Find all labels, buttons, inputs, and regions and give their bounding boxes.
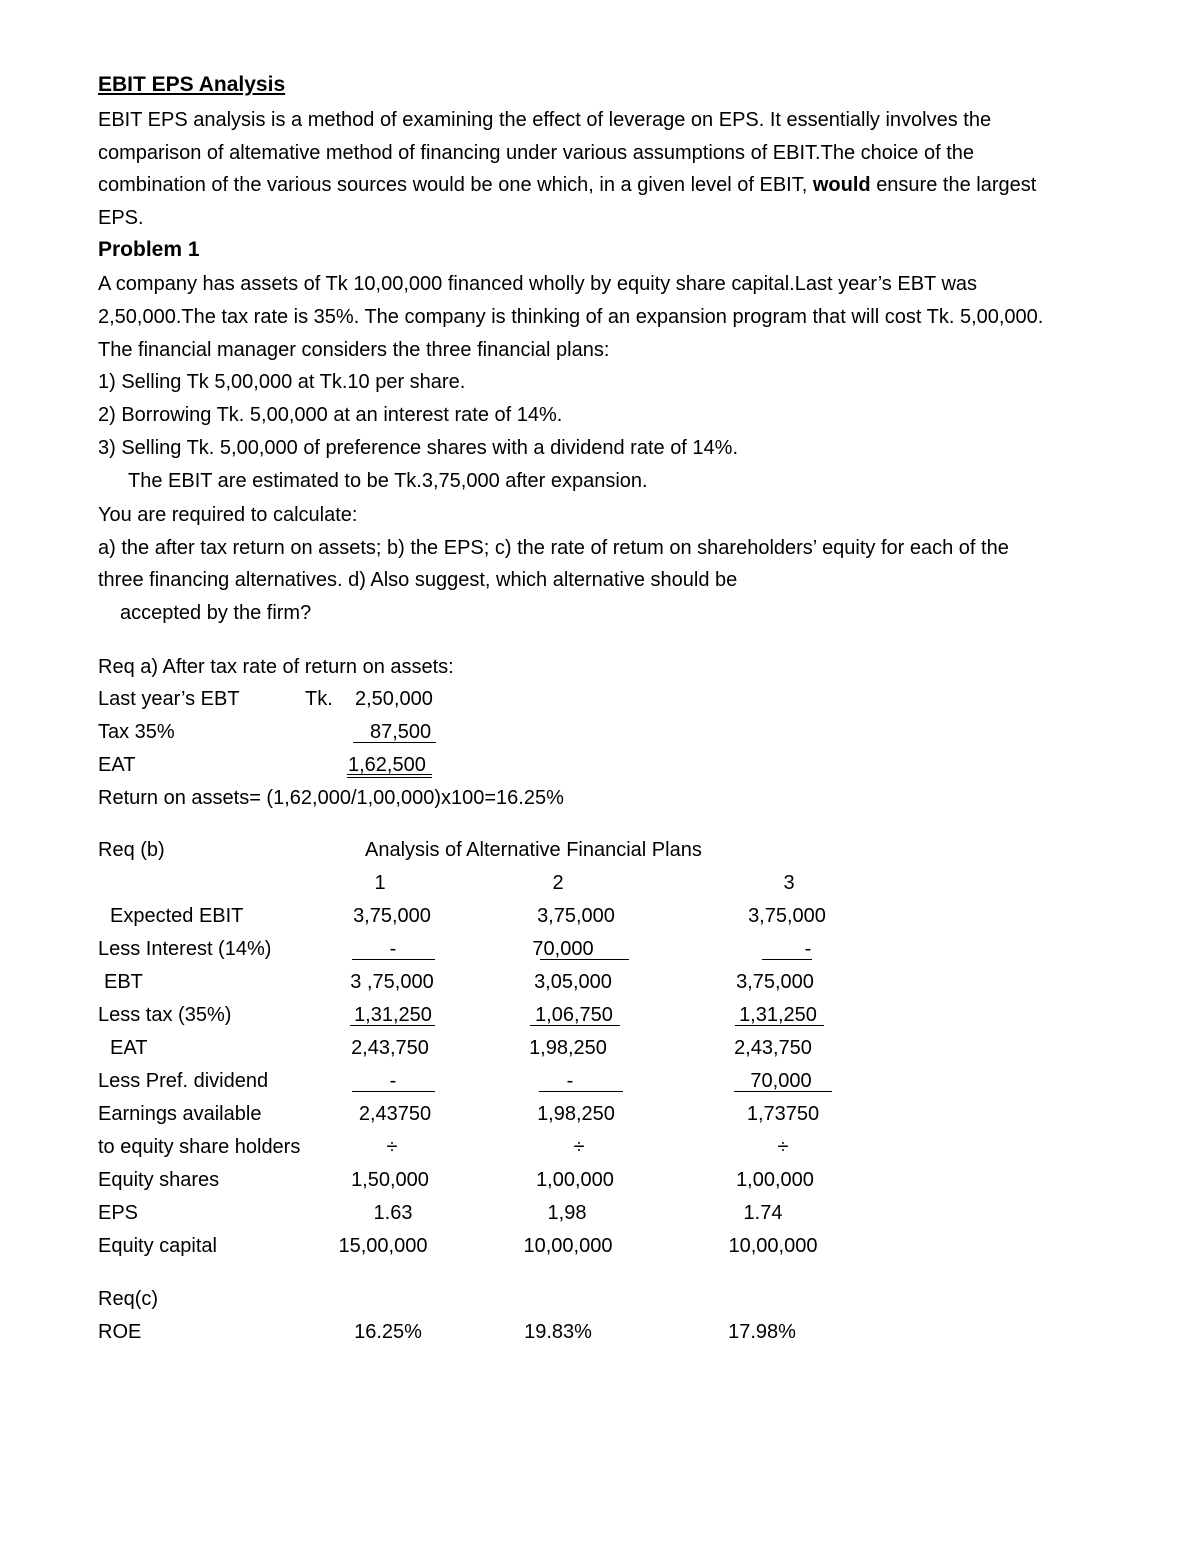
cell-equity-capital-2: 10,00,000 [523, 1235, 613, 1257]
cell-ebt-1: 3 ,75,000 [350, 971, 434, 993]
plan-1: 1) Selling Tk 5,00,000 at Tk.10 per share. [98, 371, 466, 393]
cell-divide-2: ÷ [573, 1136, 585, 1158]
req-a-roa: Return on assets= (1,62,000/1,00,000)x100=16.25% [98, 787, 564, 809]
cell-eat-3: 2,43,750 [734, 1037, 812, 1059]
less-pref-underline-1 [352, 1091, 435, 1092]
intro-line-3-a: combination of the various sources would be one which, in a given level of EBIT, [98, 174, 808, 196]
req-a-tax-underline [353, 742, 436, 743]
cell-equity-shares-2: 1,00,000 [536, 1169, 614, 1191]
cell-expected-ebit-2: 3,75,000 [537, 905, 615, 927]
col-header-1: 1 [374, 872, 386, 894]
less-tax-underline-3 [735, 1025, 824, 1026]
roe-label: ROE [98, 1321, 142, 1343]
cell-less-tax-2: 1,06,750 [535, 1004, 613, 1026]
cell-expected-ebit-3: 3,75,000 [748, 905, 826, 927]
req-a-eat-double-underline [347, 774, 432, 778]
cell-equity-capital-3: 10,00,000 [728, 1235, 818, 1257]
plan-3: 3) Selling Tk. 5,00,000 of preference shares with a dividend rate of 14%. [98, 437, 739, 459]
intro-line-3-b: ensure the largest [876, 174, 1037, 196]
req-a-label-ebt: Last year’s EBT [98, 688, 240, 710]
cell-less-pref-2: - [566, 1070, 574, 1092]
problem-line-2: 2,50,000.The tax rate is 35%. The company is thinking of an expansion program that will cost Tk. 5,00,000. [98, 306, 1044, 328]
problem-heading: Problem 1 [98, 238, 200, 261]
intro-line-1: EBIT EPS analysis is a method of examining the effect of leverage on EPS. It essentially involves the [98, 109, 992, 131]
roe-value-1: 16.25% [354, 1321, 422, 1343]
cell-less-tax-1: 1,31,250 [354, 1004, 432, 1026]
intro-line-2: comparison of altemative method of financing under various assumptions of EBIT.The choice of the [98, 142, 975, 164]
row-label-to-equity-holders: to equity share holders [98, 1136, 301, 1158]
cell-earnings-2: 1,98,250 [537, 1103, 615, 1125]
row-label-ebt: EBT [104, 971, 143, 993]
cell-eps-2: 1,98 [547, 1202, 587, 1224]
less-pref-underline-3 [734, 1091, 832, 1092]
cell-earnings-1: 2,43750 [358, 1103, 432, 1125]
cell-eat-1: 2,43,750 [351, 1037, 429, 1059]
roe-value-3: 17.98% [728, 1321, 796, 1343]
less-tax-underline-1 [350, 1025, 435, 1026]
cell-ebt-3: 3,75,000 [736, 971, 814, 993]
cell-eat-2: 1,98,250 [529, 1037, 607, 1059]
cell-equity-capital-1: 15,00,000 [338, 1235, 428, 1257]
problem-line-3: The financial manager considers the three financial plans: [98, 339, 610, 361]
cell-divide-3: ÷ [777, 1136, 789, 1158]
intro-line-3 [98, 172, 1036, 198]
document-title: EBIT EPS Analysis [98, 73, 286, 96]
less-pref-underline-2 [539, 1091, 623, 1092]
req-line-1: a) the after tax return on assets; b) the EPS; c) the rate of retum on shareholders’ equity for each of the [98, 537, 1009, 559]
roe-value-2: 19.83% [524, 1321, 592, 1343]
req-c-heading: Req(c) [98, 1288, 159, 1310]
col-header-2: 2 [552, 872, 564, 894]
cell-expected-ebit-1: 3,75,000 [353, 905, 431, 927]
cell-ebt-2: 3,05,000 [534, 971, 612, 993]
ebit-note: The EBIT are estimated to be Tk.3,75,000 after expansion. [128, 470, 648, 492]
cell-less-tax-3: 1,31,250 [739, 1004, 817, 1026]
req-a-label-tax: Tax 35% [98, 721, 175, 743]
cell-less-pref-3: 70,000 [750, 1070, 812, 1092]
req-line-3: accepted by the firm? [120, 602, 312, 624]
req-b-table-title: Analysis of Alternative Financial Plans [365, 839, 702, 861]
cell-less-interest-2: 70,000 [532, 938, 594, 960]
row-label-expected-ebit: Expected EBIT [110, 905, 244, 927]
req-b-heading: Req (b) [98, 839, 165, 861]
less-interest-underline-2 [540, 959, 629, 960]
less-interest-underline-1 [352, 959, 435, 960]
row-label-less-pref-dividend: Less Pref. dividend [98, 1070, 269, 1092]
req-a-value-tax: 87,500 [370, 721, 432, 743]
req-a-heading: Req a) After tax rate of return on assets: [98, 656, 454, 678]
req-a-label-eat: EAT [98, 754, 136, 776]
intro-line-3-bold: would [812, 174, 871, 196]
intro-line-4: EPS. [98, 207, 144, 229]
less-tax-underline-2 [530, 1025, 620, 1026]
req-a-value-eat: 1,62,500 [348, 754, 426, 776]
req-line-2: three financing alternatives. d) Also suggest, which alternative should be [98, 569, 738, 591]
cell-equity-shares-1: 1,50,000 [351, 1169, 429, 1191]
cell-less-pref-1: - [389, 1070, 397, 1092]
required-line: You are required to calculate: [98, 504, 358, 526]
problem-line-1: A company has assets of Tk 10,00,000 financed wholly by equity share capital.Last year’s EBT was [98, 273, 978, 295]
plan-2: 2) Borrowing Tk. 5,00,000 at an interest rate of 14%. [98, 404, 563, 426]
req-a-prefix-tk: Tk. [305, 688, 333, 710]
cell-eps-1: 1.63 [373, 1202, 413, 1224]
col-header-3: 3 [783, 872, 795, 894]
cell-earnings-3: 1,73750 [746, 1103, 820, 1125]
row-label-eat: EAT [110, 1037, 148, 1059]
cell-divide-1: ÷ [386, 1136, 398, 1158]
cell-less-interest-1: - [389, 938, 397, 960]
row-label-less-interest: Less Interest (14%) [98, 938, 272, 960]
row-label-less-tax: Less tax (35%) [98, 1004, 232, 1026]
row-label-earnings-available: Earnings available [98, 1103, 262, 1125]
req-a-value-ebt: 2,50,000 [355, 688, 433, 710]
cell-less-interest-3: - [804, 938, 812, 960]
cell-eps-3: 1.74 [743, 1202, 783, 1224]
row-label-eps: EPS [98, 1202, 139, 1224]
row-label-equity-capital: Equity capital [98, 1235, 217, 1257]
row-label-equity-shares: Equity shares [98, 1169, 220, 1191]
cell-equity-shares-3: 1,00,000 [736, 1169, 814, 1191]
less-interest-underline-3 [762, 959, 812, 960]
